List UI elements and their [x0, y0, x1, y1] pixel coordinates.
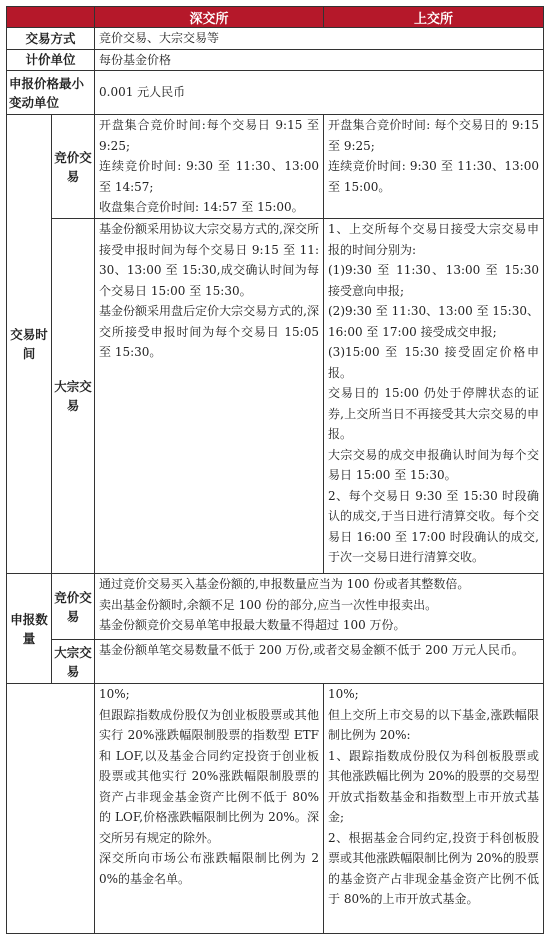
- text-line: (3)15:00 至 15:30 接受固定价格申报。: [328, 345, 539, 380]
- header-row: [7, 7, 544, 28]
- price-unit-label: 计价单位: [7, 49, 95, 71]
- order-qty-auction-value: [95, 574, 544, 640]
- text-line: 卖出基金份额时,余额不足 100 份的部分,应当一次性申报卖出。: [99, 597, 438, 612]
- row-trade-time-block: [7, 219, 544, 574]
- price-unit-value: 每份基金价格: [95, 49, 544, 71]
- trade-method-value: 竞价交易、大宗交易等: [95, 28, 544, 50]
- text-line: 连续竞价时间: 9:30 至 11:30、13:00 至 14:57;: [99, 159, 319, 194]
- text-line: 2、根据基金合同约定,投资于科创板股票或其他涨跌幅限制比例为 20%的股票的基金资产占非现金基金资产比例不低于 80%的上市开放式基金。: [328, 830, 539, 906]
- trade-time-block-sh: [324, 219, 544, 574]
- text-line: 10%;: [328, 687, 359, 701]
- text-line: 1、跟踪指数成份股仅为科创板股票或其他涨跌幅比例为 20%的股票的交易型开放式指数基金和指数型上市开放式基金;: [328, 748, 539, 824]
- text-line: 基金份额竞价交易单笔申报最大数量不得超过 100 万份。: [99, 618, 406, 632]
- trade-time-block-label: 大宗交易: [52, 219, 95, 574]
- text-line: 开盘集合竞价时间: 每个交易日的 9:15 至 9:25;: [328, 118, 539, 153]
- text-line: 连续竞价时间: 9:30 至 11:30、13:00 至 15:00。: [328, 159, 539, 194]
- text-line: 交易日的 15:00 仍处于停牌状态的证券,上交所当日不再接受其大宗交易的申报。: [328, 386, 539, 441]
- text-line: 通过竞价交易买入基金份额的,申报数量应当为 100 份或者其整数倍。: [99, 577, 470, 591]
- row-trade-method: [7, 28, 544, 50]
- trade-time-auction-sh: [324, 115, 544, 219]
- text-line: 但跟踪指数成份股仅为创业板股票或其他实行 20%涨跌幅限制股票的指数型 ETF 和 LOF,以及基金合同约定投资于创业板股票或其他实行 20%涨跌幅限制股票的资产占非现金基金资产比例不低于 80%的 LOF,价格涨跌幅限制比例为 20%。深交所另有规定的除外。: [99, 707, 319, 845]
- trade-method-label: 交易方式: [7, 28, 95, 50]
- row-min-tick: [7, 71, 544, 115]
- text-line: 收盘集合竞价时间: 14:57 至 15:00。: [99, 200, 304, 214]
- trade-time-label: 交易时间: [7, 115, 52, 574]
- trading-rules-table: [6, 6, 544, 934]
- trade-time-auction-sz: [95, 115, 324, 219]
- text-line: 大宗交易的成交申报确认时间为每个交易日 15:00 至 15:30。: [328, 447, 539, 482]
- min-tick-value: 0.001 元人民币: [95, 71, 544, 115]
- price-limit-label-cell: [7, 684, 95, 934]
- text-line: 深交所向市场公布涨跌幅限制比例为 20%的基金名单。: [99, 851, 319, 886]
- row-trade-time-auction: [7, 115, 544, 219]
- price-limit-sz: [95, 684, 324, 934]
- text-line: (1)9:30 至 11:30、13:00 至 15:30 接受意向申报;: [328, 263, 539, 298]
- row-price-unit: [7, 49, 544, 71]
- text-line: (2)9:30 至 11:30、13:00 至 15:30、16:00 至 17:00 接受成交申报;: [328, 304, 539, 339]
- order-qty-auction-label: 竞价交易: [52, 574, 95, 640]
- min-tick-label: 申报价格最小变动单位: [7, 71, 95, 115]
- row-order-qty-block: [7, 640, 544, 684]
- order-qty-label: 申报数量: [7, 574, 52, 684]
- order-qty-block-value: 基金份额单笔交易数量不低于 200 万份,或者交易金额不低于 200 万元人民币。: [95, 640, 544, 684]
- price-limit-sh: [324, 684, 544, 934]
- row-price-limit: [7, 684, 544, 934]
- text-line: 但上交所上市交易的以下基金,涨跌幅限制比例为 20%:: [328, 707, 539, 742]
- header-shanghai: 上交所: [324, 7, 544, 28]
- text-line: 1、上交所每个交易日接受大宗交易申报的时间分别为:: [328, 222, 539, 257]
- text-line: 2、每个交易日 9:30 至 15:30 时段确认的成交,于当日进行清算交收。每个交易日 16:00 至 17:00 时段确认的成交,于次一交易日进行清算交收。: [328, 488, 539, 564]
- row-order-qty-auction: [7, 574, 544, 640]
- text-line: 基金份额采用协议大宗交易方式的,深交所接受申报时间为每个交易日 9:15 至 11:30、13:00 至 15:30,成交确认时间为每个交易日 15:00 至 15:30。: [99, 222, 319, 298]
- trade-time-block-sz: [95, 219, 324, 574]
- trade-time-auction-label: 竞价交易: [52, 115, 95, 219]
- text-line: 基金份额采用盘后定价大宗交易方式的,深交所接受申报时间为每个交易日 15:05 至 15:30。: [99, 304, 319, 359]
- text-line: 10%;: [99, 687, 130, 701]
- header-shenzhen: 深交所: [95, 7, 324, 28]
- text-line: 开盘集合竞价时间:每个交易日 9:15 至 9:25;: [99, 118, 319, 153]
- order-qty-block-label: 大宗交易: [52, 640, 95, 684]
- header-blank-cell: [7, 7, 95, 28]
